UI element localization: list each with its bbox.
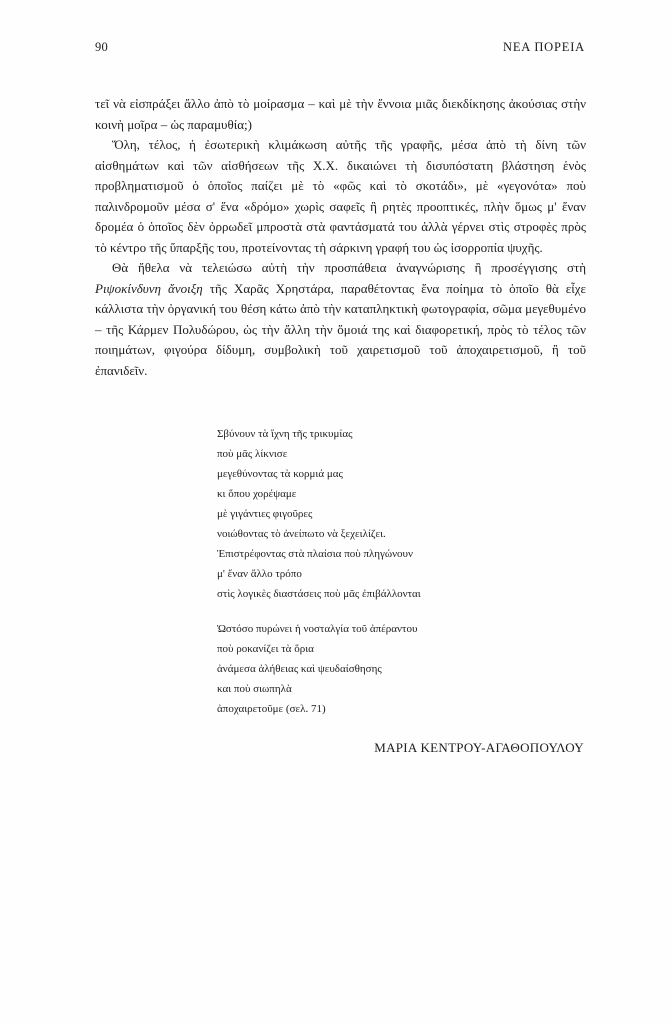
poem-stanza-1 [217, 424, 537, 604]
poem-stanza-2 [217, 619, 537, 719]
paragraph-3-rest: τῆς Χαρᾶς Χρηστάρα, παραθέτοντας ἕνα ποίημα τὸ ὁποῖο θὰ εἶχε κάλλιστα τὴν ὀργανική του θέση κάτω ἀπὸ τὴν καταπληκτικὴ φωτογραφία, σῶμα μεγεθυμένο – τῆς Κάρμεν Πολυδώρου, ὡς τὴν ἄλλη τὴν ὅμοιά της καὶ διαφορετική, πρὸς τὸ τέλος τῶν ποιημάτων, φιγούρα δίδυμη, συμβολικὴ τοῦ χαιρετισμοῦ τοῦ ἀποχαιρετισμοῦ, ἢ τοῦ ἐπανιδεῖν. [95, 280, 586, 378]
poem-line: νοιώθοντας τὸ ἀνείπωτο νὰ ξεχειλίζει. [217, 528, 386, 540]
paragraph-3-intro: Θὰ ἤθελα νὰ τελειώσω αὐτὴ τὴν προσπάθεια ἀναγνώρισης ἢ προσέγγισης στὴ [112, 260, 586, 275]
poem-line: ποὺ ροκανίζει τὰ ὅρια [217, 643, 314, 655]
paragraph-1: τεῖ νὰ εἰσπράξει ἄλλο ἀπὸ τὸ μοίρασμα – καὶ μὲ τὴν ἔννοια μιᾶς διεκδίκησης ἀκούσιας στὴν κοινὴ μοῖρα – ὡς παραμυθία;) [95, 96, 586, 132]
author-signature: ΜΑΡΙΑ ΚΕΝΤΡΟΥ-ΑΓΑΘΟΠΟΥΛΟΥ [374, 740, 584, 755]
book-title: Ριψοκίνδυνη ἄνοιξη [95, 280, 203, 296]
running-title: ΝΕΑ ΠΟΡΕΙΑ [503, 40, 585, 54]
poem-line: ἀποχαιρετοῦμε (σελ. 71) [217, 703, 326, 715]
poem-line: μεγεθύνοντας τὰ κορμιά μας [217, 468, 343, 480]
poem-line: μὲ γιγάντιες φιγοῦρες [217, 508, 313, 520]
page-number: 90 [95, 40, 108, 54]
poem-line: στὶς λογικὲς διαστάσεις ποὺ μᾶς ἐπιβάλλονται [217, 588, 421, 600]
poem-line: κι ὅπου χορέψαμε [217, 488, 297, 500]
body-text [95, 94, 586, 381]
poem-line: μ' ἕναν ἄλλο τρόπο [217, 568, 302, 580]
poem-line: Σβύνουν τὰ ἴχνη τῆς τρικυμίας [217, 428, 353, 440]
poem-line: ἀνάμεσα ἀλήθειας καὶ ψευδαίσθησης [217, 663, 382, 675]
paragraph-3 [95, 258, 586, 381]
paragraph-2: Ὅλη, τέλος, ἡ ἐσωτερικὴ κλιμάκωση αὐτῆς τῆς γραφῆς, μέσα ἀπὸ τὴ δίνη τῶν αἰσθημάτων καὶ τῶν αἰσθήσεων τῆς Χ.Χ. δικαιώνει τὴ δισυπόστατη βλάστηση ἑνὸς προβληματισμοῦ ὁ ὁποῖος παίζει μὲ τὸ «φῶς καὶ τὸ σκοτάδι», μὲ «γεγονότα» ποὺ παλινδρομοῦν μέσα σ' ἕνα «δρόμο» χωρὶς σαφεῖς ἢ ρητὲς προοπτικές, πλὴν ὅμως μ' ἕναν δρομέα ὁ ὁποῖος δὲν ὀρρωδεῖ μπροστὰ στὰ φαντάσματά του ἀλλὰ γέρνει στὶς στροφὲς πρὸς τὸ κέντρο τῆς ὕπαρξῆς του, προτείνοντας τὴ σάρκινη γραφή του ὡς ἰσορροπία ψυχῆς. [95, 137, 586, 255]
poem-line: και ποὺ σιωπηλὰ [217, 683, 292, 695]
quoted-poem [217, 424, 537, 734]
poem-line: Ἐπιστρέφοντας στὰ πλαίσια ποὺ πληγώνουν [217, 548, 413, 560]
poem-line: ποὺ μᾶς λίκνισε [217, 448, 288, 460]
poem-line: Ὡστόσο πυρώνει ἡ νοσταλγία τοῦ ἀπέραντου [217, 623, 418, 635]
